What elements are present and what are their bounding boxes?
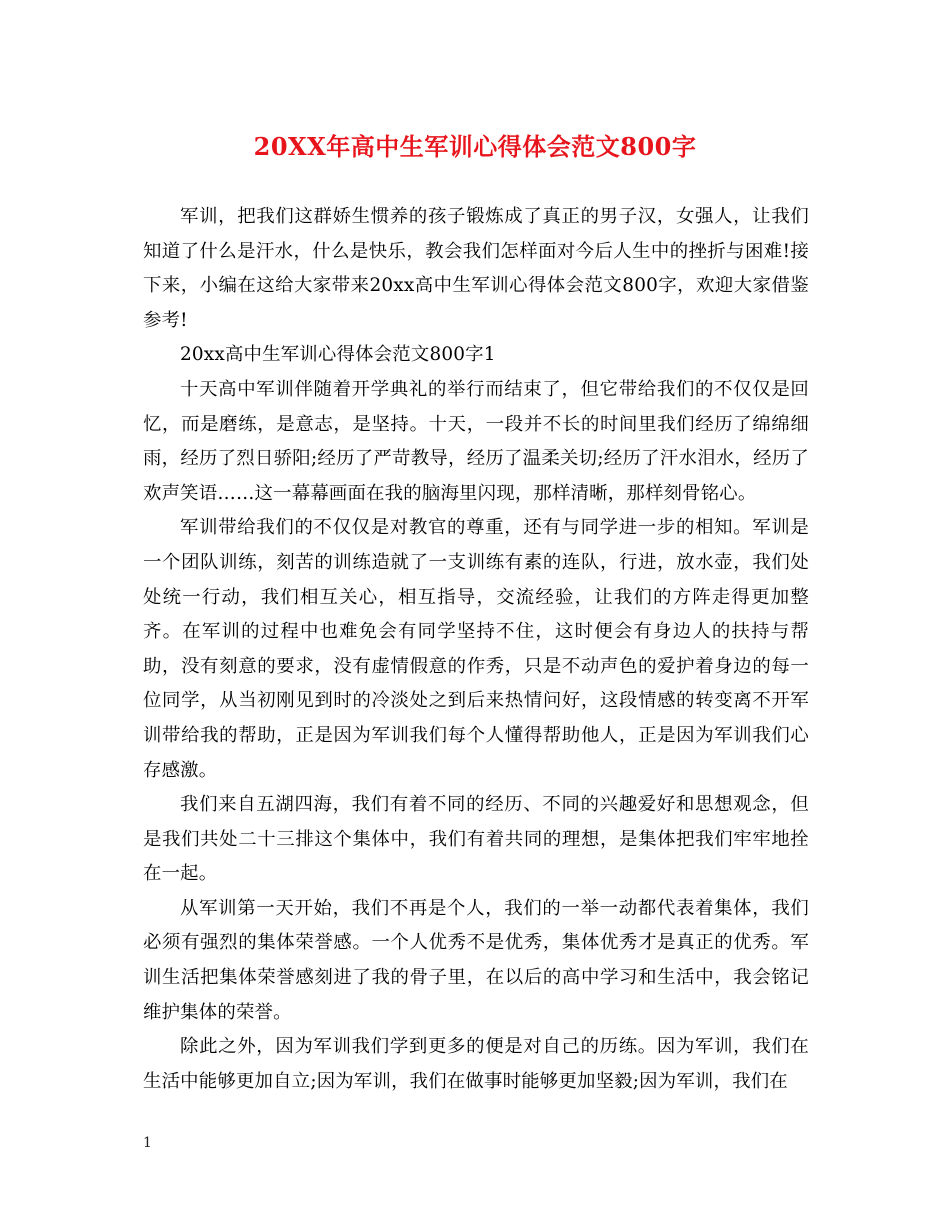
body-paragraph: 我们来自五湖四海，我们有着不同的经历、不同的兴趣爱好和思想观念，但是我们共处二十三排这个集体中，我们有着共同的理想，是集体把我们牢牢地拴在一起。 <box>143 794 809 885</box>
body-paragraph: 十天高中军训伴随着开学典礼的举行而结束了，但它带给我们的不仅仅是回忆，而是磨练，是意志，是坚持。十天，一段并不长的时间里我们经历了绵绵细雨，经历了烈日骄阳;经历了严苛教导，经历了温柔关切;经历了汗水泪水，经历了欢声笑语……这一幕幕画面在我的脑海里闪现，那样清晰，那样刻骨铭心。 <box>143 378 809 504</box>
intro-paragraph: 军训，把我们这群娇生惯养的孩子锻炼成了真正的男子汉，女强人，让我们知道了什么是汗水，什么是快乐，教会我们怎样面对今后人生中的挫折与困难!接下来，小编在这给大家带来20xx高中生军训心得体会范文800字，欢迎大家借鉴参考! <box>143 206 809 331</box>
document-body <box>143 200 809 1099</box>
page-number: 1 <box>143 1135 152 1151</box>
section-heading: 20xx高中生军训心得体会范文800字1 <box>180 344 496 366</box>
body-paragraph: 除此之外，因为军训我们学到更多的便是对自己的历练。因为军训，我们在生活中能够更加自立;因为军训，我们在做事时能够更加坚毅;因为军训，我们在 <box>143 1036 809 1092</box>
document-title: 20XX年高中生军训心得体会范文800字 <box>253 132 697 161</box>
body-paragraph: 军训带给我们的不仅仅是对教官的尊重，还有与同学进一步的相知。军训是一个团队训练，刻苦的训练造就了一支训练有素的连队，行进，放水壶，我们处处统一行动，我们相互关心，相互指导，交流经验，让我们的方阵走得更加整齐。在军训的过程中也难免会有同学坚持不住，这时便会有身边人的扶持与帮助，没有刻意的要求，没有虚情假意的作秀，只是不动声色的爱护着身边的每一位同学，从当初刚见到时的冷淡处之到后来热情问好，这段情感的转变离不开军训带给我的帮助，正是因为军训我们每个人懂得帮助他人，正是因为军训我们心存感激。 <box>143 517 809 781</box>
body-paragraph: 从军训第一天开始，我们不再是个人，我们的一举一动都代表着集体，我们必须有强烈的集体荣誉感。一个人优秀不是优秀，集体优秀才是真正的优秀。军训生活把集体荣誉感刻进了我的骨子里，在以后的高中学习和生活中，我会铭记维护集体的荣誉。 <box>143 897 809 1023</box>
